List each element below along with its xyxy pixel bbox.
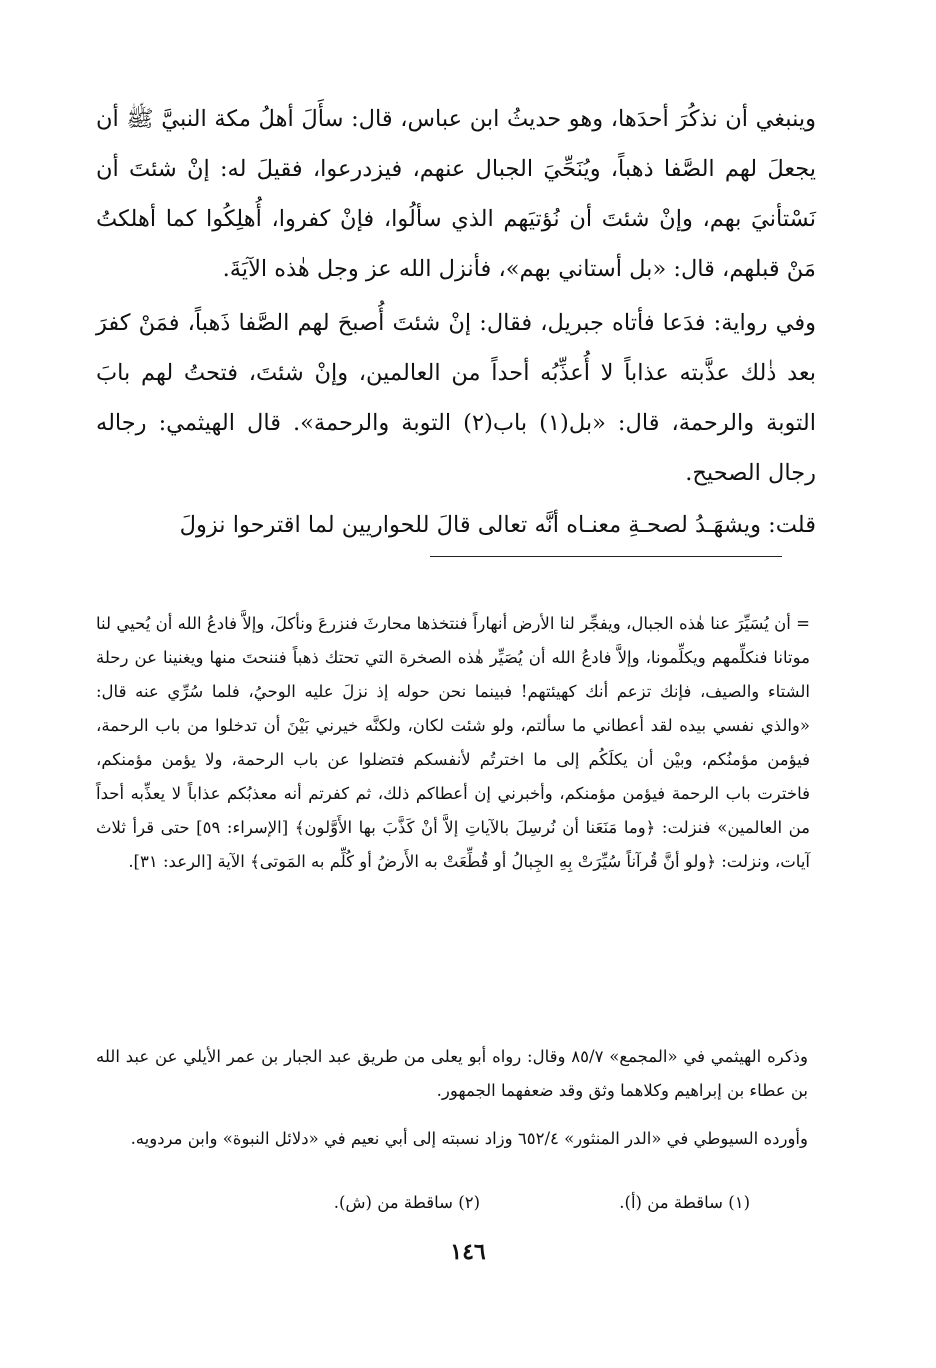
paragraph-text: وينبغي أن نذكُرَ أحدَها، وهو حديثُ ابن عباس، قال: سأَلَ أهلُ مكة النبيَّ ﷺ أن يجعلَ لهم الصَّفا ذهباً، ويُنَحِّيَ الجبال عنهم، فيزدرعوا، فقيلَ له: إنْ شئتَ أن نَسْتأنيَ بهم، وإنْ شئتَ أن نُؤتيَهم الذي سألُوا، فإنْ كفروا، أُهلِكُوا كما أهلكتُ مَنْ قبلهم، قال: «بل أستاني بهم»، فأنزل الله عز وجل هٰذه الآيَةَ. — [96, 106, 816, 282]
footnote-1: (١) ساقطة من (أ). — [619, 1193, 750, 1212]
footnote-text: = أن يُسَيِّرَ عنا هٰذه الجبال، ويفجِّر لنا الأرض أنهاراً فنتخذها محارثَ فنزرعَ ونأكلَ، وإلاَّ فادعُ الله أن يُحيي لنا موتانا فنكلِّمهم ويكلِّمونا، وإلاَّ فادعُ الله أن يُصَيِّر هٰذه الصخرة التي تحتك ذهباً فننحتَ منها ويغنينا عن رحلة الشتاء والصيف، فإنك تزعم أنك كهيئتهم! فبينما نحن حوله إذ نزلَ عليه الوحيُ، فلما سُرِّي عنه قال: «والذي نفسي بيده لقد أعطاني ما سألتم، ولو شئت لكان، ولكنَّه خيرني بَيْنَ أن تدخلوا من باب الرحمة، فيؤمن مؤمنُكم، وبيْن أن يكلَكُم إلى ما اخترتُم لأنفسكم فتضلوا عن باب الرحمة، ولا يؤمن مؤمنكم، فاخترت باب الرحمة فيؤمن مؤمنكم، وأخبرني إن أعطاكم ذلك، ثم كفرتم أنه معذبُكم عذاباً لا يعذِّبه أحداً من العالمين» فنزلت: ﴿وما مَنَعَنا أن نُرسِلَ بالآياتِ إلاَّ أنْ كَذَّبَ بها الأَوَّلون﴾ [الإسراء: ٥٩] حتى قرأ ثلاث آيات، ونزلت: ﴿ولو أنَّ قُرآناً سُيِّرَتْ بِهِ الجِبالُ أو قُطِّعَتْ به الأَرضُ أو كُلِّم به المَوتى﴾ الآية [الرعد: ٣١]. — [96, 613, 810, 871]
footnote-2: (٢) ساقطة من (ش). — [333, 1193, 480, 1212]
page-number: ١٤٦ — [450, 1239, 486, 1265]
footnote-divider — [430, 556, 782, 557]
footnote-text: وذكره الهيثمي في «المجمع» ٨٥/٧ وقال: رواه أبو يعلى من طريق عبد الجبار بن عمر الأيلي عن عبد الله بن عطاء بن إبراهيم وكلاهما وثق وقد ضعفهما الجمهور. — [96, 1046, 808, 1100]
footnote-marks-row — [96, 1186, 808, 1220]
paragraph-text: وفي رواية: فدَعا فأتاه جبريل، فقال: إنْ شئتَ أُصبحَ لهم الصَّفا ذَهباً، فمَنْ كفرَ بعد ذٰلك عذَّبته عذاباً لا أُعذِّبُه أحداً من العالمين، وإنْ شئتَ، فتحتُ لهم بابَ التوبة والرحمة، قال: «بل(١) باب(٢) التوبة والرحمة». قال الهيثمي: رجاله رجال الصحيح. — [96, 310, 816, 486]
footnote-continuation — [96, 590, 810, 895]
footnote-text: وأورده السيوطي في «الدر المنثور» ٦٥٢/٤ وزاد نسبته إلى أبي نعيم في «دلائل النبوة» وابن مردويه. — [130, 1128, 808, 1148]
body-paragraph-2 — [96, 298, 816, 498]
paragraph-text: قلت: ويشهَـدُ لصحـةِ معنـاه أنَّه تعالى قالَ للحواريين لما اقترحوا نزولَ — [179, 512, 816, 538]
footnote-source-note-2 — [96, 1105, 808, 1172]
body-paragraph-3 — [96, 500, 816, 550]
body-paragraph-1 — [96, 94, 816, 294]
